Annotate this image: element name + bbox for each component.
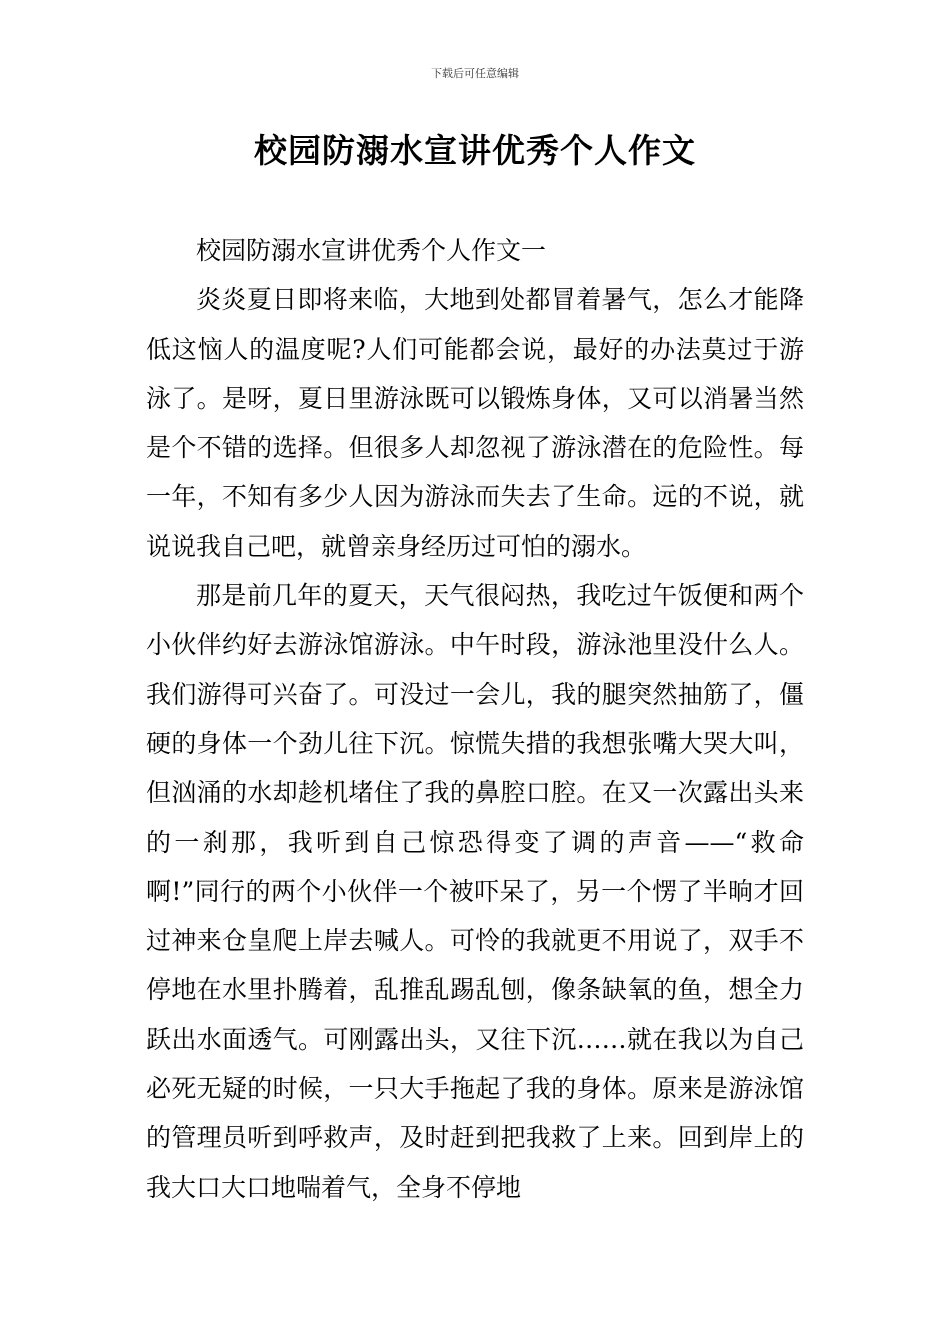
paragraph-section-heading: 校园防溺水宣讲优秀个人作文一 xyxy=(196,236,547,265)
document-body xyxy=(146,226,804,1212)
paragraph-1: 炎炎夏日即将来临，大地到处都冒着暑气，怎么才能降低这恼人的温度呢?人们可能都会说，最好的办法莫过于游泳了。是呀，夏日里游泳既可以锻炼身体，又可以消暑当然是个不错的选择。但很多人却忽视了游泳潜在的危险性。每一年，不知有多少人因为游泳而失去了生命。远的不说，就说说我自己吧，就曾亲身经历过可怕的溺水。 xyxy=(146,285,804,561)
paragraph-2: 那是前几年的夏天，天气很闷热，我吃过午饭便和两个小伙伴约好去游泳馆游泳。中午时段，游泳池里没什么人。我们游得可兴奋了。可没过一会儿，我的腿突然抽筋了，僵硬的身体一个劲儿往下沉。惊慌失措的我想张嘴大哭大叫，但汹涌的水却趁机堵住了我的鼻腔口腔。在又一次露出头来的一刹那，我听到自己惊恐得变了调的声音——“救命啊!”同行的两个小伙伴一个被吓呆了，另一个愣了半晌才回过神来仓皇爬上岸去喊人。可怜的我就更不用说了，双手不停地在水里扑腾着，乱推乱踢乱刨，像条缺氧的鱼，想全力跃出水面透气。可刚露出头，又往下沉……就在我以为自己必死无疑的时候，一只大手拖起了我的身体。原来是游泳馆的管理员听到呼救声，及时赶到把我救了上来。回到岸上的我大口大口地喘着气，全身不停地 xyxy=(146,581,804,1202)
header-note: 下载后可任意编辑 xyxy=(431,67,519,80)
document-title: 校园防溺水宣讲优秀个人作文 xyxy=(254,131,696,170)
